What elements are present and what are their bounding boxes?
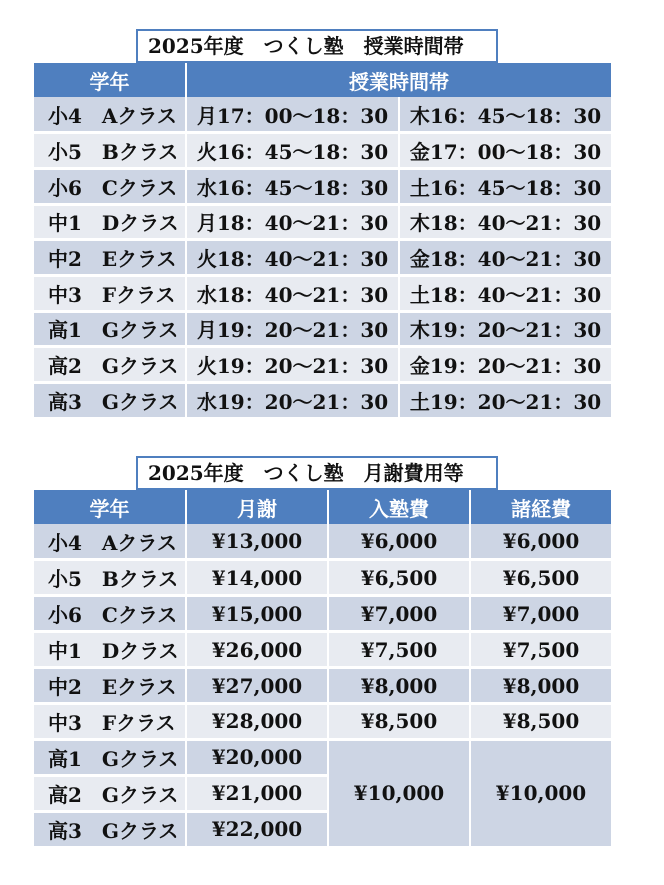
time-slot-2-cell: 木16：45～18：30 <box>399 97 611 133</box>
fees-row <box>34 739 611 775</box>
grade-cell: 小5 Bクラス <box>34 560 186 596</box>
misc-fee-cell: ¥7,000 <box>470 596 611 632</box>
schedule-row <box>34 204 611 240</box>
tuition-cell: ¥20,000 <box>186 739 328 775</box>
fees-row <box>34 668 611 704</box>
misc-fee-header: 諸経費 <box>470 490 611 524</box>
tuition-cell: ¥26,000 <box>186 632 328 668</box>
time-slot-1-cell: 月17：00～18：30 <box>186 97 399 133</box>
misc-fee-cell: ¥7,500 <box>470 632 611 668</box>
tuition-cell: ¥13,000 <box>186 524 328 560</box>
tuition-header: 月謝 <box>186 490 328 524</box>
schedule-title: 2025年度 つくし塾 授業時間帯 <box>136 29 498 63</box>
schedule-row <box>34 133 611 169</box>
grade-cell: 小4 Aクラス <box>34 97 186 133</box>
time-slot-2-cell: 土18：40～21：30 <box>399 275 611 311</box>
schedule-header-row <box>34 63 611 97</box>
time-slot-1-cell: 水18：40～21：30 <box>186 275 399 311</box>
entry-fee-header: 入塾費 <box>328 490 470 524</box>
misc-fee-cell: ¥10,000 <box>470 739 611 847</box>
grade-cell: 高1 Gクラス <box>34 739 186 775</box>
entry-fee-cell: ¥7,000 <box>328 596 470 632</box>
time-slot-2-cell: 金17：00～18：30 <box>399 133 611 169</box>
schedule-row <box>34 347 611 383</box>
time-slot-header: 授業時間帯 <box>186 63 611 97</box>
schedule-row <box>34 311 611 347</box>
time-slot-1-cell: 月18：40～21：30 <box>186 204 399 240</box>
tuition-cell: ¥27,000 <box>186 668 328 704</box>
entry-fee-cell: ¥10,000 <box>328 739 470 847</box>
time-slot-1-cell: 水16：45～18：30 <box>186 168 399 204</box>
schedule-row <box>34 97 611 133</box>
grade-cell: 小5 Bクラス <box>34 133 186 169</box>
time-slot-2-cell: 土16：45～18：30 <box>399 168 611 204</box>
schedule-row <box>34 240 611 276</box>
time-slot-1-cell: 火19：20～21：30 <box>186 347 399 383</box>
grade-cell: 中2 Eクラス <box>34 668 186 704</box>
grade-cell: 中3 Fクラス <box>34 275 186 311</box>
entry-fee-cell: ¥6,500 <box>328 560 470 596</box>
grade-cell: 中2 Eクラス <box>34 240 186 276</box>
entry-fee-cell: ¥7,500 <box>328 632 470 668</box>
schedule-row <box>34 383 611 419</box>
grade-cell: 高2 Gクラス <box>34 347 186 383</box>
grade-cell: 中1 Dクラス <box>34 204 186 240</box>
fees-table <box>34 490 611 849</box>
grade-cell: 高3 Gクラス <box>34 383 186 419</box>
tuition-cell: ¥28,000 <box>186 703 328 739</box>
grade-cell: 小4 Aクラス <box>34 524 186 560</box>
grade-cell: 高1 Gクラス <box>34 311 186 347</box>
tuition-cell: ¥14,000 <box>186 560 328 596</box>
fees-row <box>34 632 611 668</box>
fees-row <box>34 524 611 560</box>
grade-cell: 高3 Gクラス <box>34 811 186 847</box>
time-slot-1-cell: 月19：20～21：30 <box>186 311 399 347</box>
entry-fee-cell: ¥8,000 <box>328 668 470 704</box>
tuition-cell: ¥22,000 <box>186 811 328 847</box>
time-slot-2-cell: 金19：20～21：30 <box>399 347 611 383</box>
schedule-row <box>34 168 611 204</box>
fees-row <box>34 596 611 632</box>
time-slot-2-cell: 土19：20～21：30 <box>399 383 611 419</box>
fees-title: 2025年度 つくし塾 月謝費用等 <box>136 456 498 490</box>
grade-header: 学年 <box>34 63 186 97</box>
grade-header: 学年 <box>34 490 186 524</box>
schedule-row <box>34 275 611 311</box>
misc-fee-cell: ¥6,000 <box>470 524 611 560</box>
time-slot-2-cell: 木19：20～21：30 <box>399 311 611 347</box>
grade-cell: 中3 Fクラス <box>34 703 186 739</box>
fees-header-row <box>34 490 611 524</box>
time-slot-1-cell: 火18：40～21：30 <box>186 240 399 276</box>
fees-row <box>34 703 611 739</box>
misc-fee-cell: ¥8,500 <box>470 703 611 739</box>
time-slot-2-cell: 金18：40～21：30 <box>399 240 611 276</box>
grade-cell: 高2 Gクラス <box>34 775 186 811</box>
misc-fee-cell: ¥8,000 <box>470 668 611 704</box>
misc-fee-cell: ¥6,500 <box>470 560 611 596</box>
entry-fee-cell: ¥8,500 <box>328 703 470 739</box>
time-slot-1-cell: 水19：20～21：30 <box>186 383 399 419</box>
tuition-cell: ¥21,000 <box>186 775 328 811</box>
grade-cell: 小6 Cクラス <box>34 168 186 204</box>
grade-cell: 小6 Cクラス <box>34 596 186 632</box>
entry-fee-cell: ¥6,000 <box>328 524 470 560</box>
grade-cell: 中1 Dクラス <box>34 632 186 668</box>
time-slot-1-cell: 火16：45～18：30 <box>186 133 399 169</box>
tuition-cell: ¥15,000 <box>186 596 328 632</box>
schedule-table <box>34 63 611 420</box>
time-slot-2-cell: 木18：40～21：30 <box>399 204 611 240</box>
fees-row <box>34 560 611 596</box>
